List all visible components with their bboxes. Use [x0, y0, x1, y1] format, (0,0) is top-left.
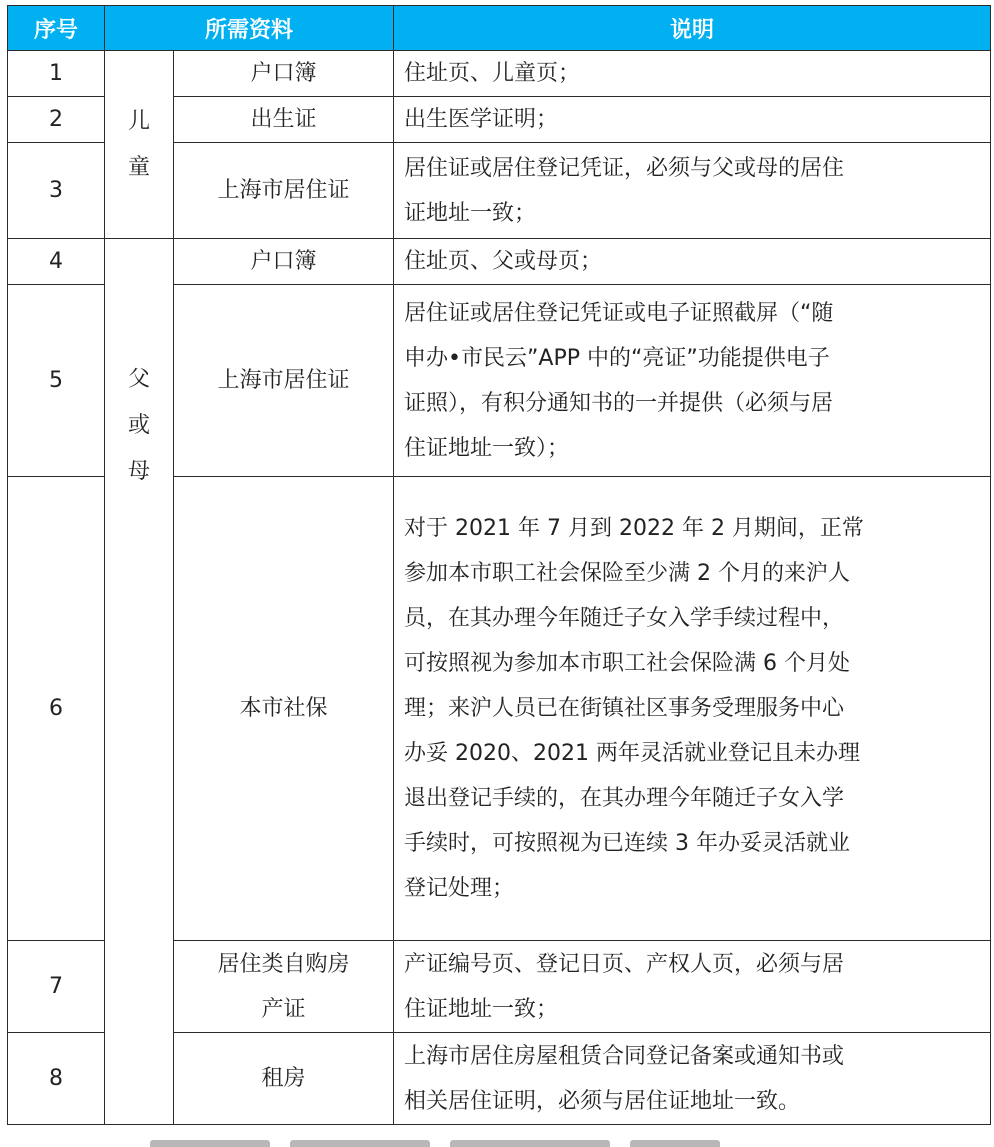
group-char: 儿 — [127, 108, 150, 134]
material-line: 居住类自购房 — [217, 951, 350, 977]
material-name — [174, 941, 394, 1033]
description-line: 居住证或居住登记凭证，必须与父或母的居住 — [404, 155, 845, 181]
material-line: 户口簿 — [250, 249, 317, 274]
row-number: 7 — [8, 941, 105, 1033]
table-header-row — [8, 6, 991, 51]
description-line: 证照），有积分通知书的一并提供（必须与居 — [404, 390, 834, 416]
description-line: 申办•市民云”APP 中的“亮证”功能提供电子 — [404, 345, 830, 371]
description-line: 上海市居住房屋租赁合同登记备案或通知书或 — [404, 1043, 845, 1069]
group-char: 或 — [127, 413, 150, 438]
material-description — [394, 285, 991, 477]
table-row — [8, 239, 991, 285]
group-char: 童 — [127, 154, 150, 180]
material-description — [394, 477, 991, 941]
description-line: 相关居住证明，必须与居住证地址一致。 — [404, 1088, 801, 1114]
description-line: 退出登记手续的，在其办理今年随迁子女入学 — [404, 786, 845, 811]
group-char: 父 — [127, 367, 150, 392]
description-line: 证地址一致； — [404, 200, 537, 226]
table-body — [8, 51, 991, 1125]
material-description — [394, 239, 991, 285]
material-description — [394, 941, 991, 1033]
material-line: 本市社保 — [239, 696, 328, 721]
material-name — [174, 97, 394, 143]
material-description — [394, 51, 991, 97]
row-number: 3 — [8, 143, 105, 239]
materials-table — [7, 5, 991, 1125]
description-line: 住证地址一致）； — [404, 435, 570, 461]
description-line: 办妥 2020、2021 两年灵活就业登记且未办理 — [404, 741, 860, 766]
material-description — [394, 143, 991, 239]
material-line: 上海市居住证 — [217, 178, 350, 203]
description-line: 手续时，可按照视为已连续 3 年办妥灵活就业 — [404, 831, 851, 856]
table-row — [8, 51, 991, 97]
description-line: 登记处理； — [404, 876, 515, 901]
material-name — [174, 285, 394, 477]
material-description — [394, 1033, 991, 1125]
description-line: 住证地址一致； — [404, 996, 559, 1022]
material-line: 出生证 — [250, 107, 317, 132]
cropped-footer-text — [0, 1138, 994, 1147]
material-name — [174, 51, 394, 97]
group-char: 母 — [127, 459, 150, 484]
description-line: 居住证或居住登记凭证或电子证照截屏（“随 — [404, 300, 834, 326]
material-name — [174, 1033, 394, 1125]
header-desc: 说明 — [394, 6, 991, 51]
material-line: 租房 — [261, 1066, 306, 1091]
materials-table-wrapper — [7, 5, 990, 1125]
description-line: 理；来沪人员已在街镇社区事务受理服务中心 — [404, 696, 845, 721]
description-line: 员，在其办理今年随迁子女入学手续过程中， — [404, 606, 845, 631]
description-line: 出生医学证明； — [404, 107, 559, 132]
row-number: 8 — [8, 1033, 105, 1125]
description-line: 住址页、儿童页； — [404, 61, 581, 86]
description-line: 住址页、父或母页； — [404, 249, 603, 274]
material-line: 上海市居住证 — [217, 368, 350, 393]
material-name — [174, 477, 394, 941]
row-number: 2 — [8, 97, 105, 143]
header-materials: 所需资料 — [105, 6, 394, 51]
row-number: 5 — [8, 285, 105, 477]
row-number: 1 — [8, 51, 105, 97]
description-line: 可按照视为参加本市职工社会保险满 6 个月处 — [404, 651, 851, 676]
material-description — [394, 97, 991, 143]
material-line: 户口簿 — [250, 61, 317, 86]
description-line: 参加本市职工社会保险至少满 2 个月的来沪人 — [404, 561, 851, 586]
material-name — [174, 143, 394, 239]
description-line: 产证编号页、登记日页、产权人页，必须与居 — [404, 951, 845, 977]
group-label-child — [105, 51, 174, 239]
description-line: 对于 2021 年 7 月到 2022 年 2 月期间，正常 — [404, 516, 864, 541]
material-name — [174, 239, 394, 285]
group-label-parent — [105, 239, 174, 1125]
material-line: 产证 — [261, 996, 306, 1022]
header-num: 序号 — [8, 6, 105, 51]
row-number: 4 — [8, 239, 105, 285]
row-number: 6 — [8, 477, 105, 941]
